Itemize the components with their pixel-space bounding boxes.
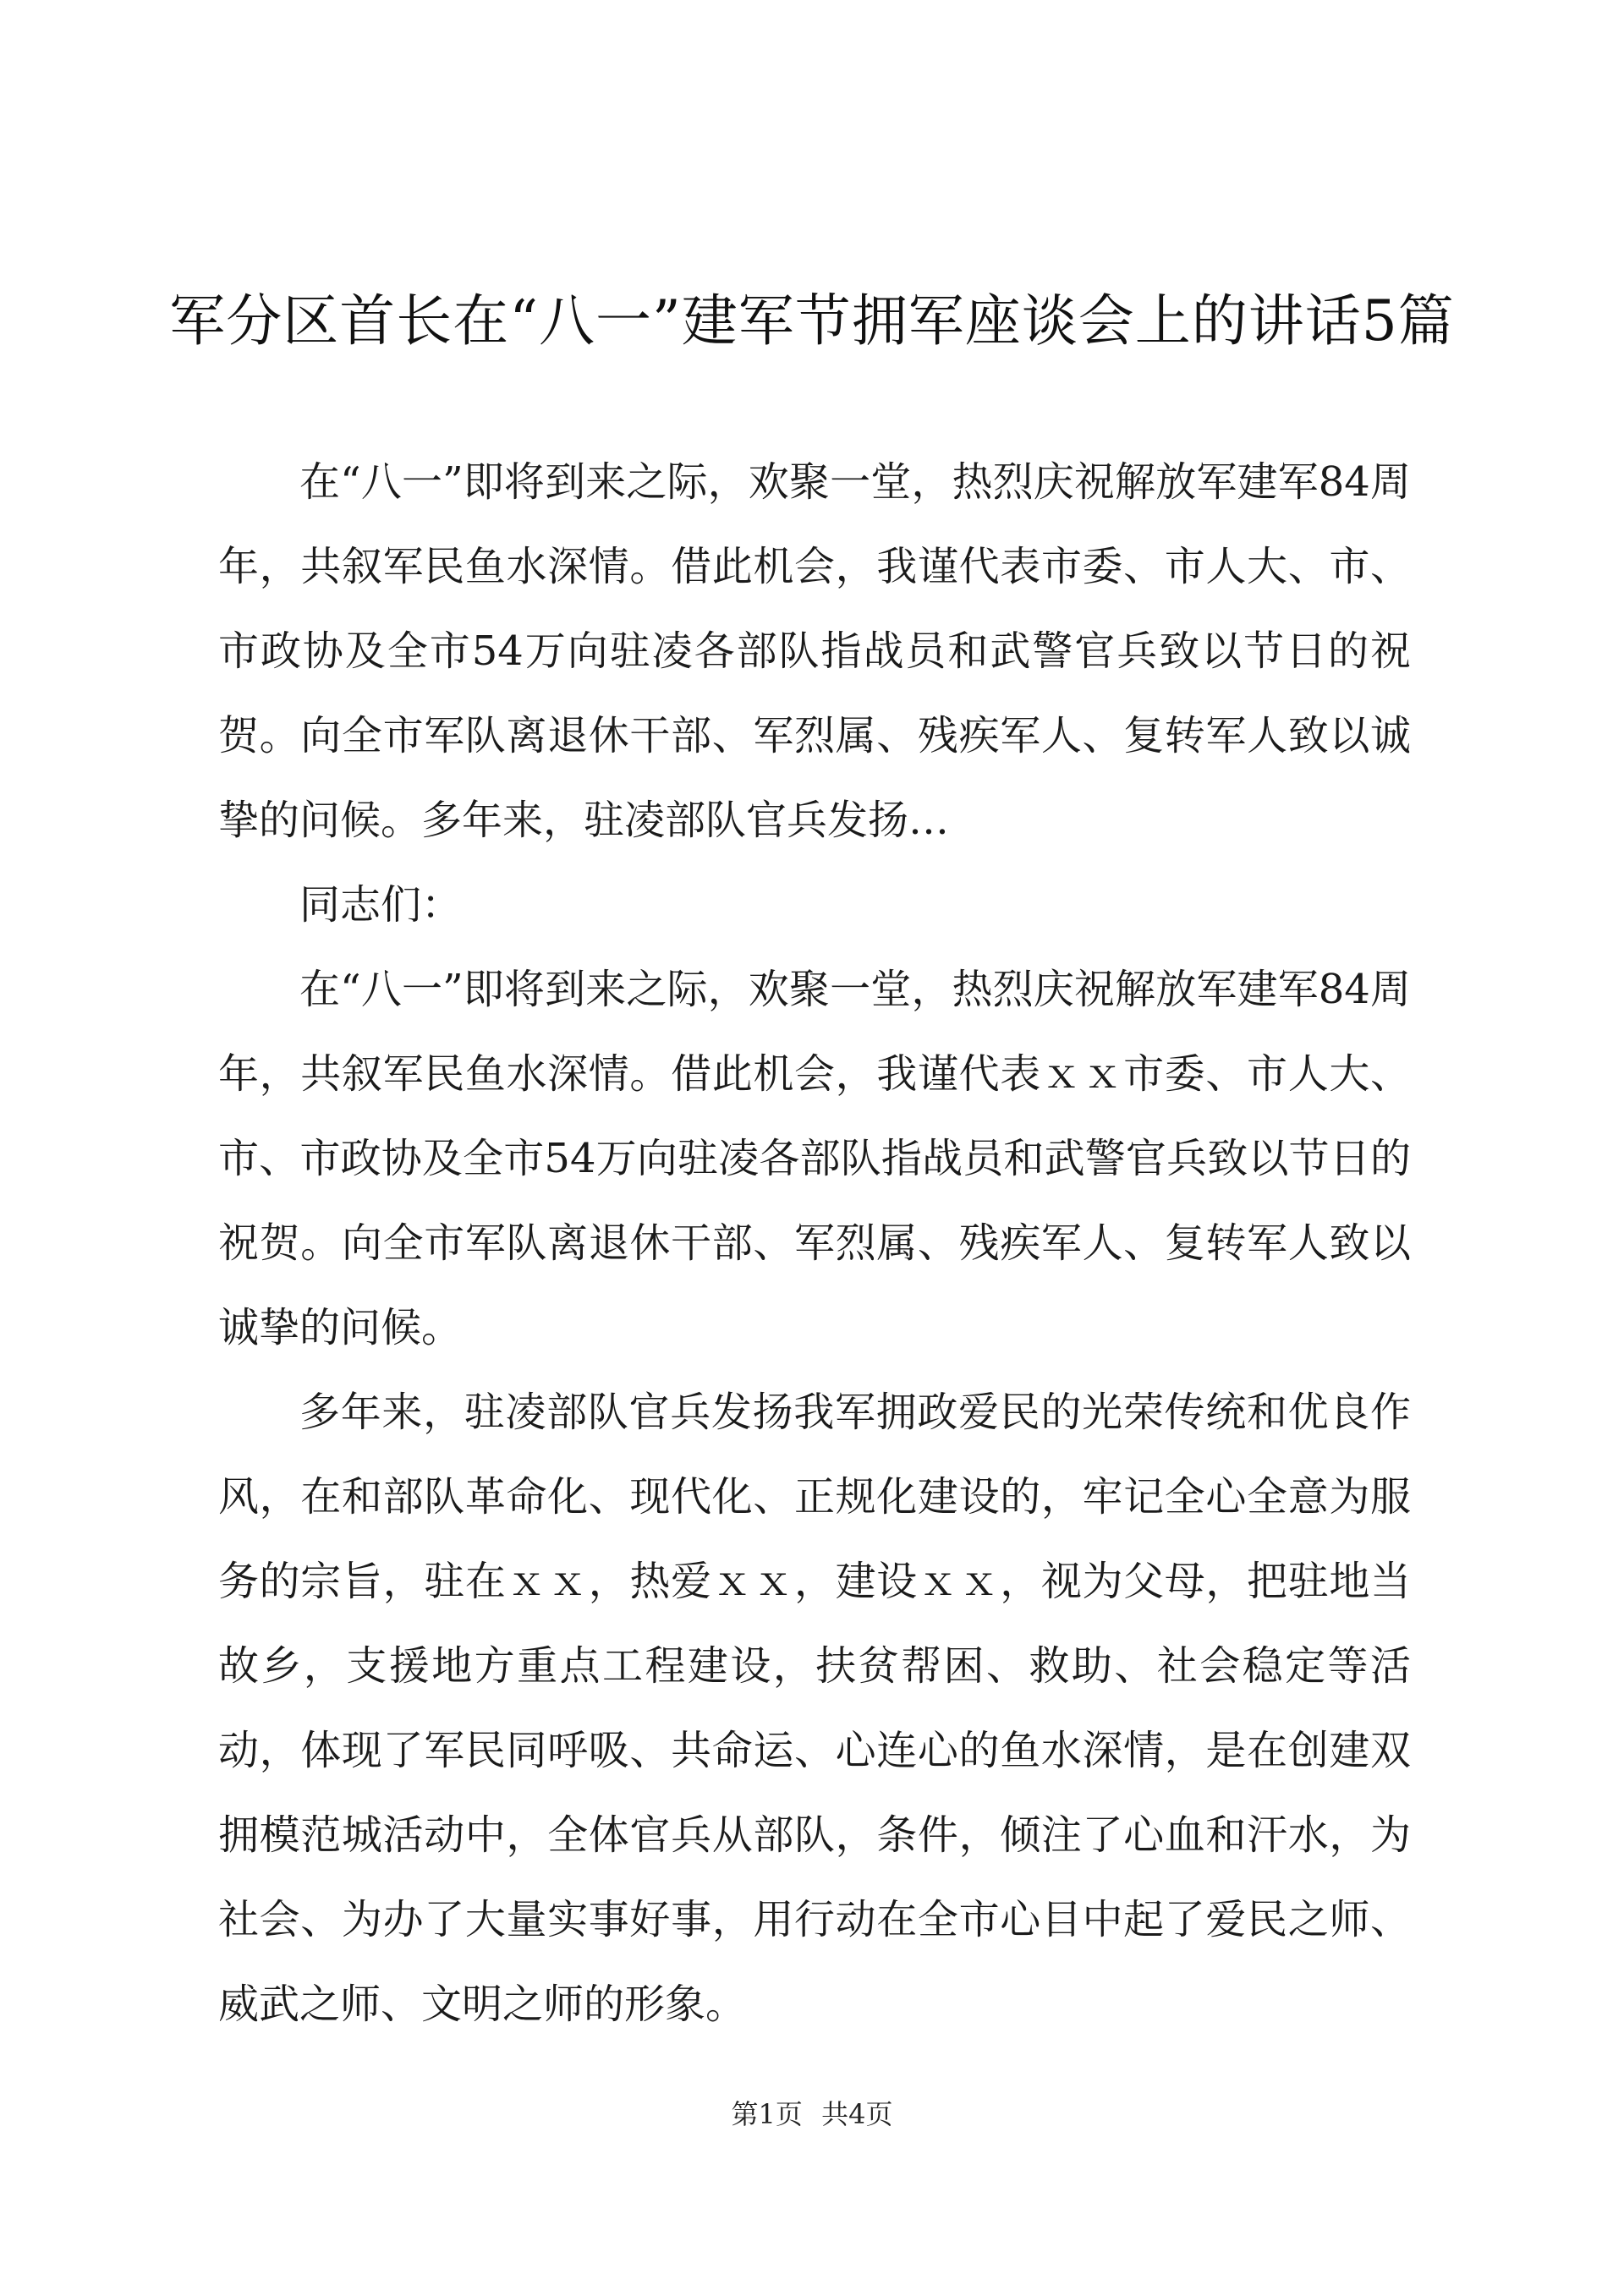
document-body [218, 440, 1411, 2047]
document-title: 军分区首长在“八一”建军节拥军座谈会上的讲话5篇 [169, 288, 1455, 353]
page-total: 共4页 [821, 2098, 893, 2130]
paragraph-intro-summary: 在“八一”即将到来之际，欢聚一堂，热烈庆祝解放军建军84周年，共叙军民鱼水深情。借此机会，我谨代表市委、市人大、市、市政协及全市54万向驻凌各部队指战员和武警官兵致以节日的祝贺。向全市军队离退休干部、军烈属、残疾军人、复转军人致以诚挚的问候。多年来，驻凌部队官兵发扬… [218, 458, 1411, 844]
paragraph-achievements: 多年来，驻凌部队官兵发扬我军拥政爱民的光荣传统和优良作风，在和部队革命化、现代化、正规化建设的，牢记全心全意为服务的宗旨，驻在ｘｘ，热爱ｘｘ，建设ｘｘ，视为父母，把驻地当故乡，支援地方重点工程建设，扶贫帮困、救助、社会稳定等活动，体现了军民同呼吸、共命运、心连心的鱼水深情，是在创建双拥模范城活动中，全体官兵从部队，条件，倾注了心血和汗水，为社会、为办了大量实事好事，用行动在全市心目中起了爱民之师、威武之师、文明之师的形象。 [218, 1389, 1411, 2028]
page-number: 第1页 [731, 2098, 803, 2130]
paragraph-greeting: 在“八一”即将到来之际，欢聚一堂，热烈庆祝解放军建军84周年，共叙军民鱼水深情。借此机会，我谨代表ｘｘ市委、市人大、市、市政协及全市54万向驻凌各部队指战员和武警官兵致以节日的祝贺。向全市军队离退休干部、军烈属、残疾军人、复转军人致以诚挚的问候。 [218, 966, 1411, 1351]
page-footer [0, 2097, 1624, 2131]
paragraph-salutation: 同志们： [299, 881, 463, 929]
